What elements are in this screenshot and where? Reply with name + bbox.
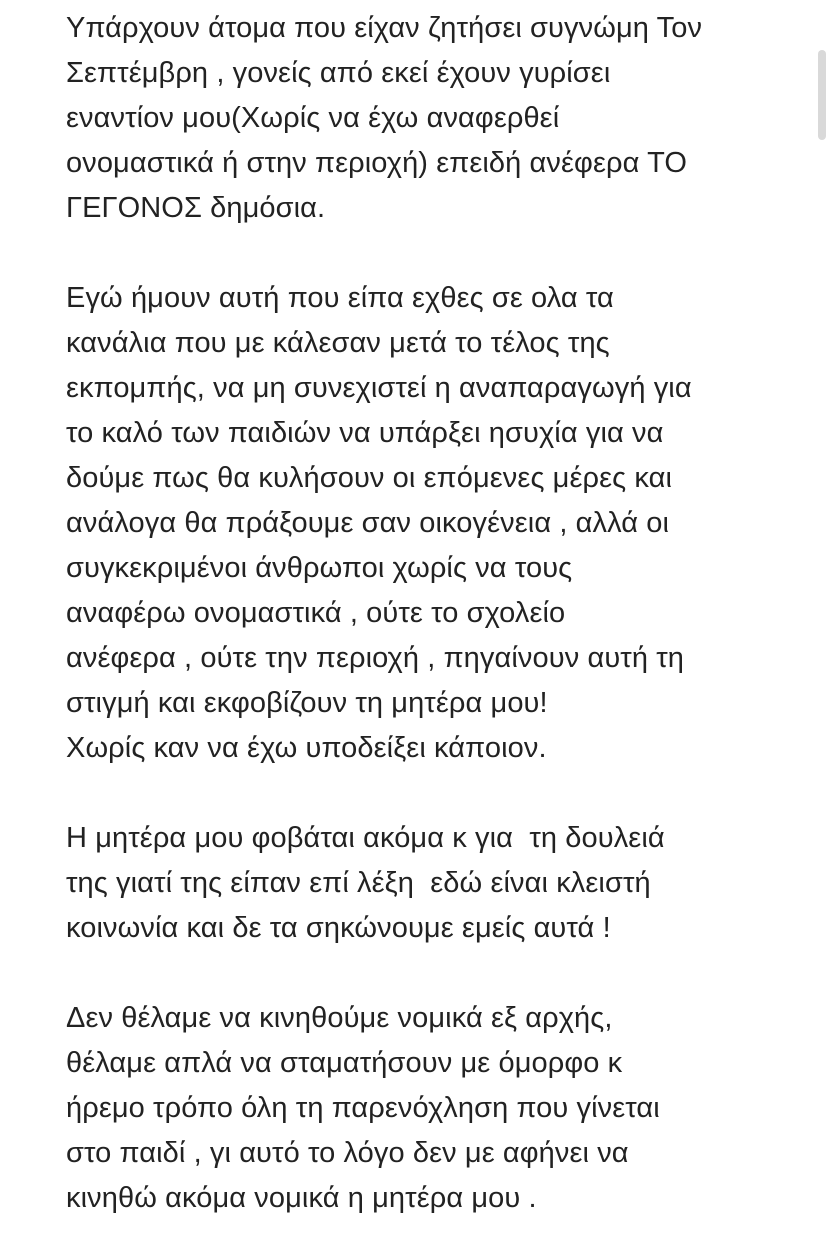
text-line: εκπομπής, να μη συνεχιστεί η αναπαραγωγή για xyxy=(66,372,692,404)
text-line: ανάλογα θα πράξουμε σαν οικογένεια , αλλά οι xyxy=(66,507,670,539)
text-line: κινηθώ ακόμα νομικά η μητέρα μου . xyxy=(66,1182,537,1214)
paragraph-4 xyxy=(66,996,806,1221)
text-line: αναφέρω ονομαστικά , ούτε το σχολείο xyxy=(66,597,566,629)
text-line: δούμε πως θα κυλήσουν οι επόμενες μέρες και xyxy=(66,462,673,494)
text-line: της γιατί της είπαν επί λέξη εδώ είναι κλειστή xyxy=(66,867,651,899)
text-line: το καλό των παιδιών να υπάρξει ησυχία για να xyxy=(66,417,664,449)
text-line: ΓΕΓΟΝΟΣ δημόσια. xyxy=(66,192,326,224)
paragraph-gap xyxy=(66,231,806,276)
text-line: ανέφερα , ούτε την περιοχή , πηγαίνουν αυτή τη xyxy=(66,642,685,674)
vertical-scrollbar[interactable] xyxy=(814,0,828,1244)
paragraph-gap xyxy=(66,771,806,816)
text-line: στιγμή και εκφοβίζουν τη μητέρα μου! xyxy=(66,687,548,719)
text-line: εναντίον μου(Χωρίς να έχω αναφερθεί xyxy=(66,102,560,134)
document-text xyxy=(66,6,806,1221)
text-line: στο παιδί , γι αυτό το λόγο δεν με αφήνει να xyxy=(66,1137,629,1169)
text-line: θέλαμε απλά να σταματήσουν με όμορφο κ xyxy=(66,1047,623,1079)
text-line: ήρεμο τρόπο όλη τη παρενόχληση που γίνεται xyxy=(66,1092,660,1124)
paragraph-gap xyxy=(66,951,806,996)
paragraph-2 xyxy=(66,276,806,771)
text-line: συγκεκριμένοι άνθρωποι χωρίς να τους xyxy=(66,552,573,584)
text-line: κοινωνία και δε τα σηκώνουμε εμείς αυτά ! xyxy=(66,912,611,944)
text-line: κανάλια που με κάλεσαν μετά το τέλος της xyxy=(66,327,610,359)
text-line: Δεν θέλαμε να κινηθούμε νομικά εξ αρχής, xyxy=(66,1002,613,1034)
text-line: Σεπτέμβρη , γονείς από εκεί έχουν γυρίσει xyxy=(66,57,611,89)
text-line: ονομαστικά ή στην περιοχή) επειδή ανέφερα ΤΟ xyxy=(66,147,688,179)
scrollbar-thumb[interactable] xyxy=(818,50,826,140)
text-line: Εγώ ήμουν αυτή που είπα εχθες σε ολα τα xyxy=(66,282,614,314)
text-line: Χωρίς καν να έχω υποδείξει κάποιον. xyxy=(66,732,547,764)
text-line: Υπάρχουν άτομα που είχαν ζητήσει συγνώμη Τον xyxy=(66,12,703,44)
paragraph-3 xyxy=(66,816,806,951)
text-line: Η μητέρα μου φοβάται ακόμα κ για τη δουλειά xyxy=(66,822,665,854)
paragraph-1 xyxy=(66,6,806,231)
